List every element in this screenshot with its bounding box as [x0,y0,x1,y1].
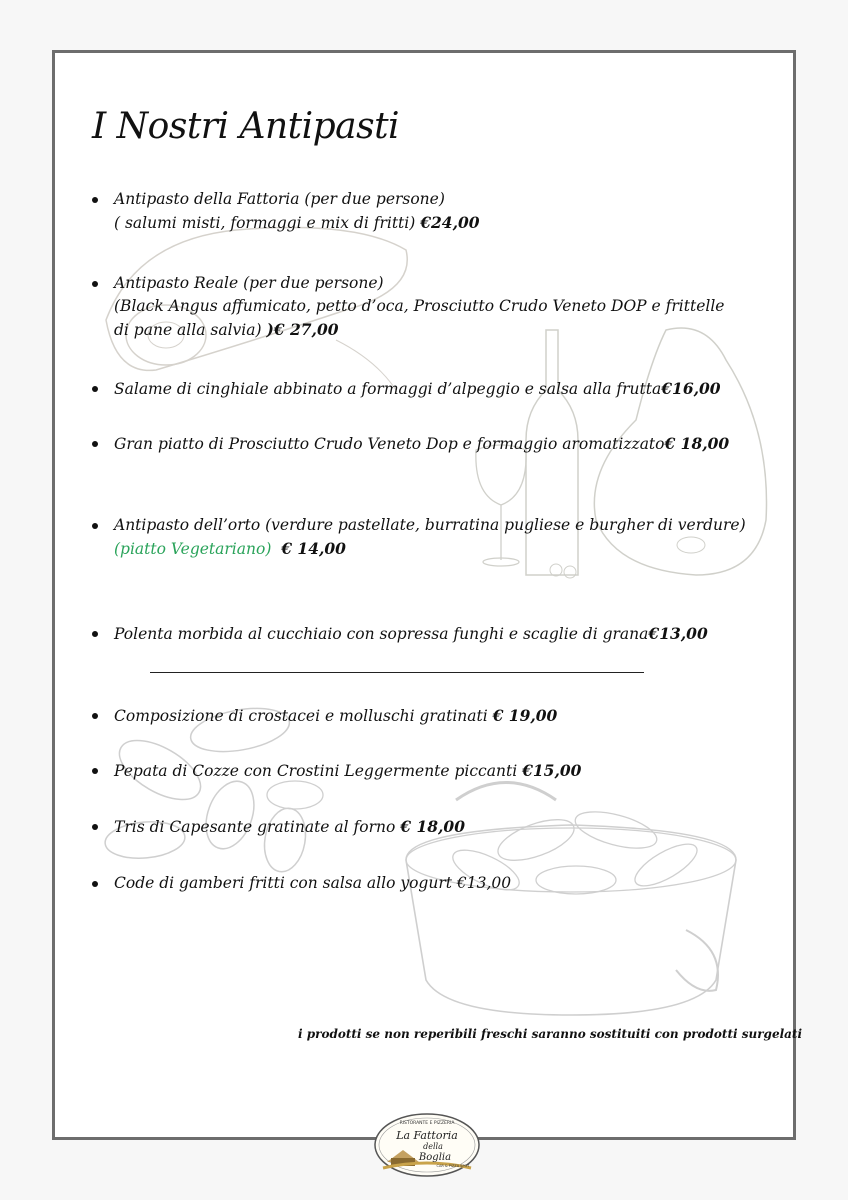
menu-item-price: € 14,00 [281,539,346,558]
menu-item [92,514,772,561]
menu-item-line: Tris di Capesante gratinate al forno [114,818,401,836]
menu-item-price: € 19,00 [492,706,558,725]
menu-item [92,872,772,895]
menu-item-line: Antipasto Reale (per due persone) [114,274,384,292]
restaurant-logo [373,1112,481,1178]
menu-item-price: )€ 27,00 [266,320,339,339]
menu-item-price: €24,00 [420,213,480,232]
menu-item-price: €13,00 [648,624,708,643]
menu-item-line: Code di gamberi fritti con salsa allo yogurt €13,00 [114,874,512,892]
menu-item-line: di pane alla salvia) [114,321,267,339]
menu-item [92,815,772,839]
bullet-icon [92,441,98,447]
bullet-icon [92,197,98,203]
menu-item-line: (Black Angus affumicato, petto d’oca, Prosciutto Crudo Veneto DOP e frittelle [114,297,725,315]
menu-item-line: Salame di cinghiale abbinato a formaggi d’alpeggio e salsa alla frutta [114,380,662,398]
menu-item [92,188,772,235]
menu-item [92,272,772,342]
section-divider [150,672,644,673]
bullet-icon [92,768,98,774]
menu-item-line: Antipasto della Fattoria (per due persone) [114,190,445,208]
vegetarian-label: (piatto Vegetariano) [114,540,272,558]
menu-item-price: €15,00 [522,761,582,780]
bullet-icon [92,824,98,830]
logo-bottom-text: CAR & PIZZA SPOT [436,1164,470,1168]
menu-item [92,432,772,456]
pan-of-mussels-illustration [386,770,756,1020]
menu-item-line: Composizione di crostacei e molluschi gratinati [114,707,493,725]
menu-item-price: € 18,00 [400,817,465,836]
menu-item-price: € 18,00 [664,434,730,453]
bullet-icon [92,386,98,392]
logo-name-line3: Boglia [418,1152,452,1163]
menu-item-line: Gran piatto di Prosciutto Crudo Veneto Dop e formaggio aromatizzato [114,435,665,453]
menu-item-line: Pepata di Cozze con Crostini Leggermente piccanti [114,762,523,780]
menu-item [92,704,772,728]
frozen-products-note: i prodotti se non reperibili freschi saranno sostituiti con prodotti surgelati [298,1027,803,1041]
menu-item [92,377,772,401]
menu-item-price: €16,00 [661,379,721,398]
menu-item-line: Antipasto dell’orto (verdure pastellate, burratina pugliese e burgher di verdure) [114,516,746,534]
logo-name-line1: La Fattoria [396,1129,458,1142]
menu-item-line: ( salumi misti, formaggi e mix di fritti) [114,214,421,232]
page-title: I Nostri Antipasti [92,106,400,147]
logo-top-text: RISTORANTE E PIZZERIA [399,1121,455,1126]
bullet-icon [92,881,98,887]
menu-item [92,759,772,783]
bullet-icon [92,631,98,637]
logo-name-line2: della [423,1142,443,1151]
menu-item [92,622,772,646]
bullet-icon [92,713,98,719]
menu-item-line: Polenta morbida al cucchiaio con sopressa funghi e scaglie di grana [114,625,649,643]
bullet-icon [92,523,98,529]
bullet-icon [92,281,98,287]
